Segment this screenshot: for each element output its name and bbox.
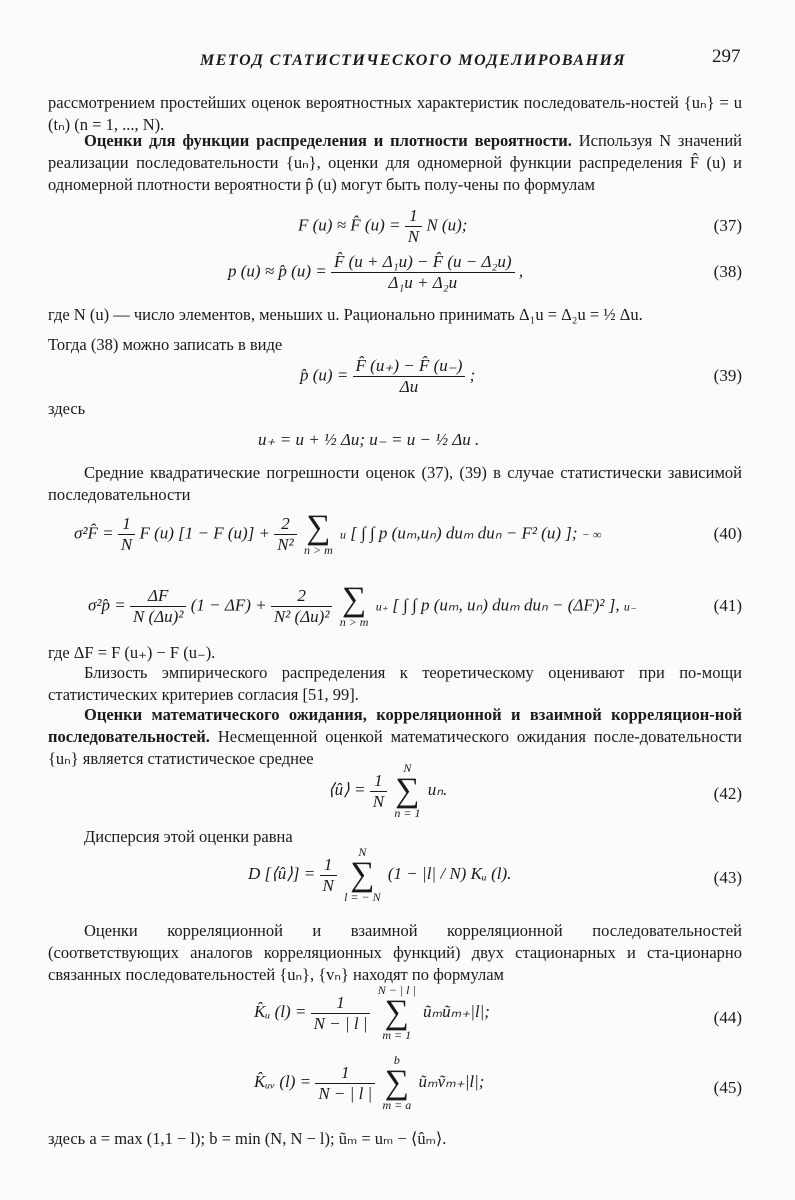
equation-43: [48, 846, 742, 908]
paragraph-distribution-text: Используя N значений реализации последовательности {uₙ}, оценки для одномерной функции распределения F̂ (u) и одномерной плотности вероятности p̂ (u) могут быть полу-чены по формулам: [48, 131, 742, 194]
eq39-number: (39): [713, 366, 742, 385]
eq43-den: N: [322, 875, 334, 895]
eq39-den: Δu: [399, 377, 419, 396]
equation-38: [48, 252, 742, 292]
eq42-sum-upper: N: [403, 761, 412, 775]
eq45-lhs: K̂ᵤᵥ (l) =: [254, 1071, 312, 1091]
eq37-num: 1: [405, 206, 422, 227]
eq44-sum-lower: m = 1: [382, 1028, 412, 1042]
equation-42: [48, 762, 742, 824]
equation-37: [48, 206, 742, 246]
eq42-rhs: uₙ.: [427, 779, 448, 799]
paragraph-variance: Дисперсия этой оценки равна: [84, 827, 293, 846]
eq40-body: [ ∫ ∫ p (uₘ,uₙ) duₘ duₙ − F² (u) ];: [350, 523, 578, 543]
section-heading-distribution: Оценки для функции распределения и плотности вероятности.: [84, 131, 572, 150]
eq45-sum-icon: ∑: [384, 1064, 409, 1101]
eq37-rhs: N (u);: [426, 215, 468, 235]
eq42-sum-lower: n = 1: [394, 806, 421, 820]
paragraph-here: здесь: [48, 399, 86, 418]
eq44-rhs: ũₘũₘ₊|l|;: [423, 1001, 490, 1021]
eq38-rhs: ,: [518, 261, 524, 281]
eq41-den2: N² (Δu)²: [273, 607, 330, 626]
equation-39: [48, 356, 742, 396]
eq45-den: N − | l |: [318, 1083, 373, 1103]
eq45-sum-upper: b: [393, 1053, 400, 1067]
eq37-number: (37): [713, 216, 742, 235]
eq40-int-lower: − ∞: [581, 527, 602, 542]
equation-41: [48, 574, 742, 644]
eq43-sum-lower: l = − N: [344, 890, 381, 904]
eq45-sum-lower: m = a: [382, 1098, 412, 1112]
eq38-den: Δ₁u + Δ₂u: [388, 273, 458, 292]
paragraph-rms-errors: Средние квадратические погрешности оценок (37), (39) в случае статистически зависимой последовательности: [48, 463, 742, 504]
eq42-lhs: ⟨û⟩ =: [328, 779, 366, 799]
eq43-sum-upper: N: [358, 845, 367, 859]
paragraph-mean-text: Несмещенной оценкой математического ожидания после-довательности {uₙ} является статистическое среднее: [48, 727, 742, 768]
equation-39b: [48, 426, 742, 466]
paragraph-distribution-estimates: [48, 130, 742, 196]
section-heading-mean: Оценки математического ожидания, корреляционной и взаимной корреляцион-ной последовательностей.: [48, 705, 742, 746]
eq43-num: 1: [320, 855, 337, 876]
eq41-num2: 2: [271, 586, 333, 607]
paragraph-goodness-of-fit: Близость эмпирического распределения к теоретическому оценивают при по-мощи статистических критериев согласия [51, 99].: [48, 663, 742, 704]
eq40-sum-lim: n > m: [303, 543, 333, 557]
eq43-number: (43): [713, 868, 742, 887]
equation-40: σ²F̂ = $\frac{1}{N}$ F (u) [1 − F (u)] + $\frac{2}{\text{N²}}$ ∑ n > m u [ ∫ ∫ p (uₘ,uₙ) duₘ duₙ − F² (u) ]; − ∞ (40): [74, 509, 742, 557]
header-title: МЕТОД СТАТИСТИЧЕСКОГО МОДЕЛИРОВАНИЯ: [200, 52, 627, 69]
eq41-body: [ ∫ ∫ p (uₘ, uₙ) duₘ duₙ − (ΔF)² ],: [392, 595, 620, 615]
eq43-lhs: D [⟨û⟩] =: [248, 863, 316, 883]
eq37-den: N: [407, 227, 420, 246]
eq40-c2num: 2: [274, 514, 296, 535]
eq44-lhs: K̂ᵤ (l) =: [254, 1001, 307, 1021]
equation-44: [48, 984, 742, 1050]
eq40-c2den: N²: [277, 535, 294, 554]
eq40-number: (40): [713, 524, 742, 543]
eq40-lhs: σ²F̂ =: [74, 523, 114, 543]
eq39b-text: u₊ = u + ½ Δu; u₋ = u − ½ Δu .: [258, 430, 480, 449]
eq44-sum-upper: N − | l |: [377, 983, 416, 997]
paragraph-delta-f: где ΔF = F (u₊) − F (u₋).: [48, 643, 216, 662]
eq39-rhs: ;: [469, 365, 476, 385]
eq43-rhs: (1 − |l| / N) Kᵤ (l).: [387, 863, 512, 883]
paragraph-limits-definition: здесь a = max (1,1 − l); b = min (N, N − l); ũₘ = uₘ − ⟨ûₘ⟩.: [48, 1129, 447, 1148]
paragraph-intro: рассмотрением простейших оценок вероятностных характеристик последователь-ностей {uₙ} = u (tₙ) (n = 1, ..., N).: [48, 93, 742, 134]
eq45-num: 1: [315, 1063, 375, 1084]
eq40-int-upper: u: [339, 527, 346, 542]
eq45-rhs: ũₘṽₘ₊|l|;: [418, 1071, 485, 1091]
eq41-int-upper: u₊: [375, 599, 389, 614]
page-number: 297: [712, 46, 741, 67]
paragraph-n-u-definition: где N (u) — число элементов, меньших u. Рационально принимать Δ₁u = Δ₂u = ½ Δu.: [48, 305, 643, 324]
eq38-lhs: p (u) ≈ p̂ (u) =: [228, 261, 327, 281]
eq44-num: 1: [311, 993, 371, 1014]
eq45-number: (45): [713, 1078, 742, 1097]
eq40-sum-icon: ∑: [306, 509, 331, 546]
paragraph-mean-estimates: [48, 704, 742, 770]
eq42-num: 1: [370, 771, 387, 792]
running-header: [0, 46, 795, 76]
paragraph-correlation: Оценки корреляционной и взаимной корреляционной последовательностей (соответствующих аналогов корреляционных функций) двух стационарных и ста-ционарно связанных последовательностей {uₙ}, {vₙ} находят по формулам: [48, 921, 742, 984]
eq44-number: (44): [713, 1008, 742, 1027]
eq42-sum-icon: ∑: [395, 772, 420, 809]
eq44-den: N − | l |: [313, 1013, 368, 1033]
eq39-num: F̂ (u₊) − F̂ (u₋): [353, 356, 466, 377]
eq42-den: N: [372, 791, 385, 811]
eq42-number: (42): [713, 784, 742, 803]
eq41-number: (41): [713, 596, 742, 615]
eq41-sum-lim: n > m: [339, 615, 369, 629]
eq41-num1: ΔF: [130, 586, 187, 607]
equation-45: [48, 1054, 742, 1120]
eq39-lhs: p̂ (u) =: [300, 365, 349, 385]
eq41-int-lower: u₋: [623, 599, 637, 614]
eq38-number: (38): [713, 262, 742, 281]
eq37-lhs: F (u) ≈ F̂ (u) =: [298, 215, 401, 235]
eq44-sum-icon: ∑: [384, 994, 409, 1031]
eq43-sum-icon: ∑: [350, 856, 375, 893]
eq41-lhs: σ²p̂ =: [88, 595, 126, 615]
eq41-den1: N (Δu)²: [132, 607, 184, 626]
eq41-part1: (1 − ΔF) +: [190, 595, 267, 615]
eq38-num: F̂ (u + Δ₁u) − F̂ (u − Δ₂u): [331, 252, 515, 273]
eq40-part1: F (u) [1 − F (u)] +: [139, 523, 271, 543]
eq41-sum-icon: ∑: [341, 581, 367, 618]
paragraph-then: Тогда (38) можно записать в виде: [48, 335, 283, 354]
